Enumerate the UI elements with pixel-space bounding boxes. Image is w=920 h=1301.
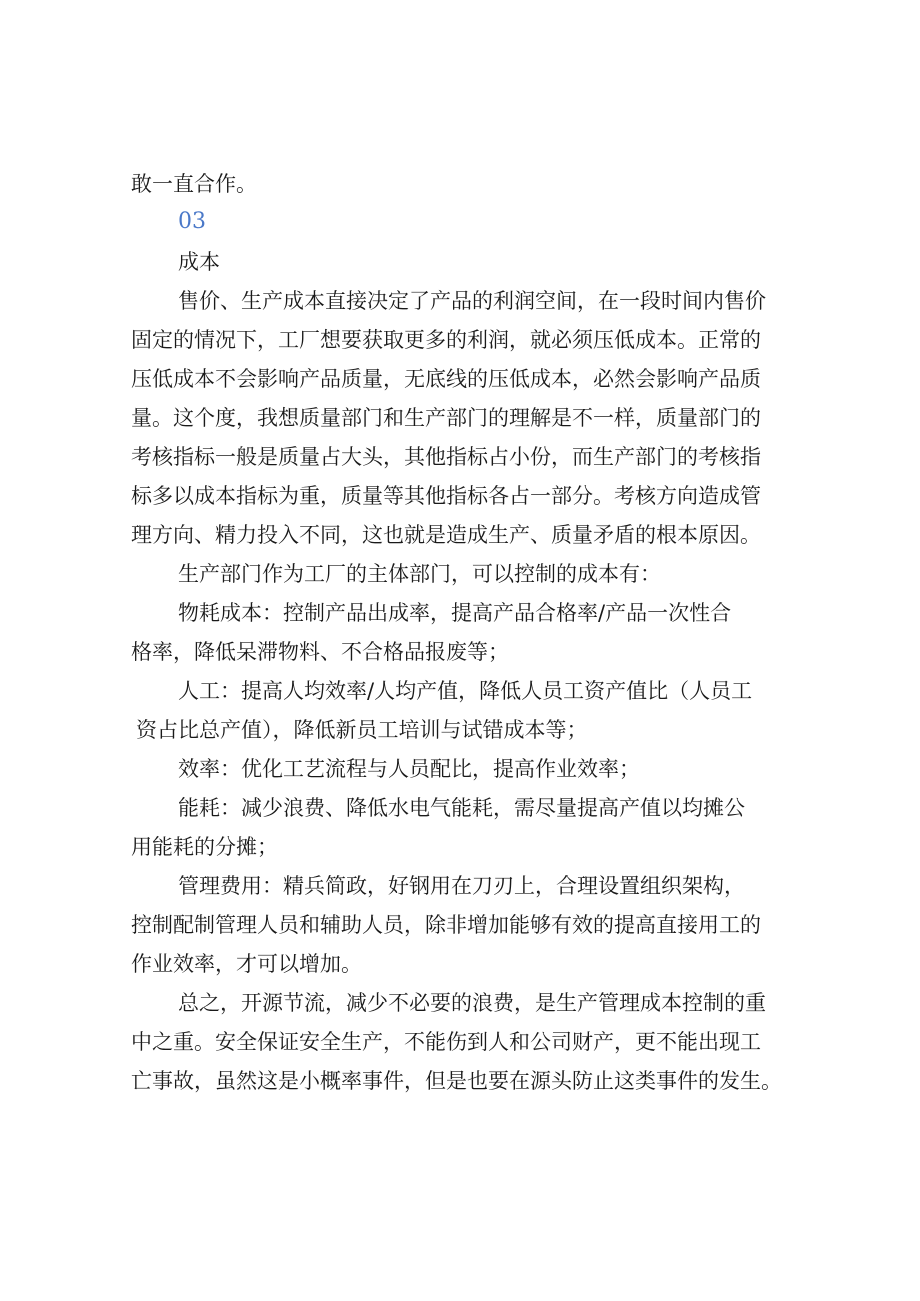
paragraph-line: 中之重。安全保证安全生产，不能伤到人和公司财产，更不能出现工: [131, 1030, 761, 1054]
list-item-energy: 能耗：减少浪费、降低水电气能耗，需尽量提高产值以均摊公: [178, 796, 745, 820]
paragraph-line: 用能耗的分摊；: [131, 835, 278, 859]
paragraph-line: 量。这个度，我想质量部门和生产部门的理解是不一样，质量部门的: [131, 406, 761, 430]
paragraph-line: 作业效率，才可以增加。: [131, 952, 362, 976]
paragraph-line: 敢一直合作。: [131, 172, 257, 196]
paragraph-line: 考核指标一般是质量占大头，其他指标占小份，而生产部门的考核指: [131, 445, 761, 469]
paragraph-line: 压低成本不会影响产品质量，无底线的压低成本，必然会影响产品质: [131, 367, 761, 391]
paragraph-line: 售价、生产成本直接决定了产品的利润空间，在一段时间内售价: [178, 289, 766, 313]
paragraph-line: 标多以成本指标为重，质量等其他指标各占一部分。考核方向造成管: [131, 484, 761, 508]
paragraph-line: 固定的情况下，工厂想要获取更多的利润，就必须压低成本。正常的: [131, 328, 761, 352]
paragraph-line: 亡事故，虽然这是小概率事件，但是也要在源头防止这类事件的发生。: [131, 1069, 782, 1093]
list-item-labor: 人工：提高人均效率/人均产值，降低人员工资产值比（人员工: [178, 679, 753, 703]
list-item-efficiency: 效率：优化工艺流程与人员配比，提高作业效率；: [178, 757, 640, 781]
section-number: 03: [178, 209, 206, 234]
list-item-management: 管理费用：精兵简政，好钢用在刀刃上，合理设置组织架构，: [178, 874, 745, 898]
paragraph-line: 总之，开源节流，减少不必要的浪费，是生产管理成本控制的重: [178, 991, 766, 1015]
paragraph-line: 理方向、精力投入不同，这也就是造成生产、质量矛盾的根本原因。: [131, 523, 761, 547]
paragraph-line: 格率，降低呆滞物料、不合格品报废等；: [131, 640, 509, 664]
paragraph-line: 生产部门作为工厂的主体部门，可以控制的成本有：: [178, 562, 661, 586]
paragraph-line: 资占比总产值），降低新员工培训与试错成本等；: [136, 718, 588, 742]
section-heading: 成本: [178, 250, 220, 274]
list-item-material: 物耗成本：控制产品出成率，提高产品合格率/产品一次性合: [178, 601, 732, 625]
paragraph-line: 控制配制管理人员和辅助人员，除非增加能够有效的提高直接用工的: [131, 913, 761, 937]
